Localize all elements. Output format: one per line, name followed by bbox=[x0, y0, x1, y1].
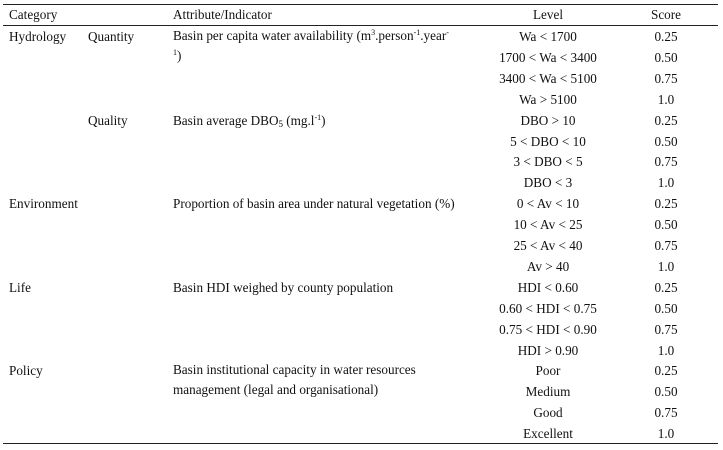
row-category: Hydrology bbox=[9, 29, 67, 44]
row-score: 0.50 bbox=[654, 300, 678, 316]
row-level: Wa < 1700 bbox=[519, 29, 577, 44]
row-score: 0.75 bbox=[654, 238, 678, 253]
header-score: Score bbox=[650, 7, 682, 22]
row-score: 0.25 bbox=[654, 196, 678, 212]
row-level: 0.60 < HDI < 0.75 bbox=[499, 300, 597, 316]
row-attribute: Proportion of basin area under natural vegetation (%) bbox=[173, 196, 455, 212]
row-level: HDI < 0.60 bbox=[517, 279, 579, 295]
row-level: Wa > 5100 bbox=[519, 91, 577, 107]
row-level: DBO < 3 bbox=[523, 175, 573, 191]
row-level: 0.75 < HDI < 0.90 bbox=[499, 321, 597, 337]
row-score: 0.50 bbox=[654, 133, 678, 149]
row-level: 5 < DBO < 10 bbox=[510, 133, 586, 149]
row-level: 25 < Av < 40 bbox=[513, 238, 583, 253]
header-attribute: Attribute/Indicator bbox=[173, 7, 272, 22]
row-subcategory: Quality bbox=[88, 112, 128, 128]
row-level: Excellent bbox=[523, 426, 573, 442]
header-level: Level bbox=[532, 7, 564, 22]
row-category: Environment bbox=[9, 196, 78, 212]
row-level: 0 < Av < 10 bbox=[516, 196, 580, 212]
row-score: 1.0 bbox=[657, 91, 675, 107]
row-score: 0.50 bbox=[654, 384, 678, 400]
row-score: 0.50 bbox=[654, 217, 678, 233]
row-score: 0.25 bbox=[654, 29, 678, 44]
row-score: 1.0 bbox=[657, 258, 675, 274]
row-score: 1.0 bbox=[657, 426, 675, 442]
row-category: Life bbox=[9, 279, 31, 295]
row-level: Poor bbox=[535, 363, 561, 379]
row-score: 1.0 bbox=[657, 342, 675, 358]
row-attribute: Basin average $DBO_5$ $(mg.l^{-1})$ bbox=[173, 112, 326, 129]
row-level: 10 < Av < 25 bbox=[513, 217, 583, 233]
row-score: 0.75 bbox=[654, 405, 678, 421]
row-level: 3 < DBO < 5 bbox=[513, 154, 583, 170]
row-score: 0.50 bbox=[654, 49, 678, 65]
row-category: Policy bbox=[9, 363, 43, 379]
row-attribute: Basin HDI weighed by county population bbox=[173, 279, 394, 295]
row-score: 0.75 bbox=[654, 154, 678, 170]
row-attribute: Basin institutional capacity in water resources management (legal and organisational) bbox=[173, 362, 416, 398]
row-level: Medium bbox=[525, 384, 571, 400]
row-level: HDI > 0.90 bbox=[517, 342, 579, 358]
row-score: 0.25 bbox=[654, 279, 678, 295]
row-level: Good bbox=[533, 405, 563, 421]
row-level: 3400 < Wa < 5100 bbox=[499, 70, 597, 86]
row-score: 1.0 bbox=[657, 175, 675, 191]
row-subcategory: Quantity bbox=[88, 29, 135, 44]
row-level: DBO > 10 bbox=[520, 112, 576, 128]
row-score: 0.25 bbox=[654, 363, 678, 379]
row-level: Av > 40 bbox=[526, 258, 570, 274]
header-category: Category bbox=[9, 7, 58, 22]
row-score: 0.75 bbox=[654, 321, 678, 337]
row-attribute: Basin per capita water availability $(m^3.person^{-1}.year^{-1})$ bbox=[173, 28, 449, 63]
row-score: 0.75 bbox=[654, 70, 678, 86]
row-score: 0.25 bbox=[654, 112, 678, 128]
row-level: 1700 < Wa < 3400 bbox=[499, 49, 597, 65]
